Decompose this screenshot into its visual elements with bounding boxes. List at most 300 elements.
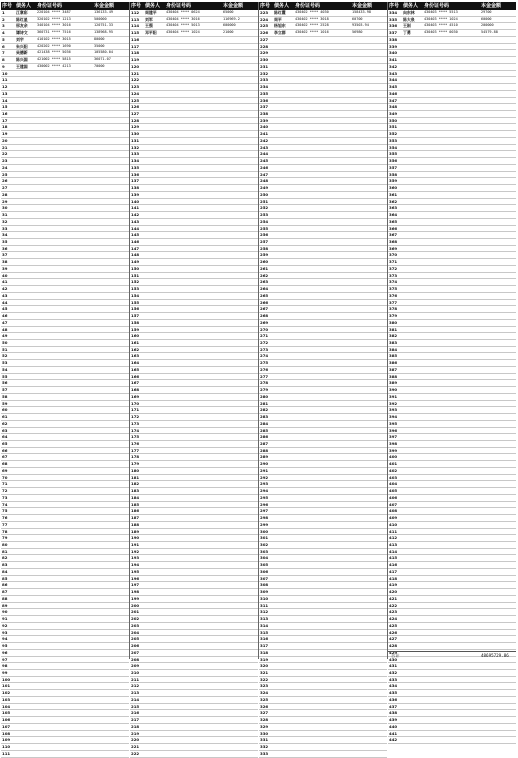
table-row <box>130 320 258 327</box>
table-row <box>259 441 387 448</box>
row-number: 416 <box>389 562 398 568</box>
row-number: 73 <box>2 494 8 500</box>
row-number: 53 <box>2 360 8 366</box>
table-row <box>259 64 387 71</box>
row-number: 435 <box>389 690 398 696</box>
row-number: 148 <box>131 252 140 258</box>
table-row <box>259 279 387 286</box>
table-row <box>1 71 129 78</box>
table-row <box>388 131 516 138</box>
table-row <box>388 475 516 482</box>
debtor-name: 刘宇 <box>16 36 24 42</box>
table-row <box>259 582 387 589</box>
table-block-2 <box>130 2 258 756</box>
table-row <box>259 542 387 549</box>
row-number: 162 <box>131 346 140 352</box>
table-row <box>1 569 129 576</box>
row-number: 115 <box>131 30 140 36</box>
table-row <box>259 84 387 91</box>
row-number: 189 <box>131 528 140 534</box>
row-number: 149 <box>131 259 140 265</box>
table-row <box>388 212 516 219</box>
row-number: 213 <box>131 690 140 696</box>
header-id: 身份证号码 <box>166 3 192 9</box>
principal-amount: 65000 <box>223 10 234 14</box>
table-row <box>388 555 516 562</box>
row-number: 375 <box>389 286 398 292</box>
principal-amount: 36071.07 <box>94 57 111 62</box>
table-row <box>259 273 387 280</box>
table-row <box>259 461 387 468</box>
row-number: 260 <box>260 259 269 265</box>
table-header <box>1 2 129 10</box>
table-row <box>130 91 258 98</box>
row-number: 144 <box>131 225 140 231</box>
row-number: 263 <box>260 279 269 285</box>
row-number: 28 <box>2 191 8 197</box>
row-number: 95 <box>2 643 8 649</box>
table-row <box>1 468 129 475</box>
row-number: 293 <box>260 481 269 487</box>
table-row <box>259 401 387 408</box>
table-row <box>388 522 516 529</box>
table-row <box>388 562 516 569</box>
table-row <box>259 421 387 428</box>
table-row <box>388 360 516 367</box>
row-number: 351 <box>389 124 398 130</box>
row-number: 3 <box>2 23 5 29</box>
table-row <box>259 306 387 313</box>
table-row <box>1 205 129 212</box>
table-row <box>388 710 516 717</box>
row-number: 75 <box>2 508 8 514</box>
table-row <box>259 17 387 24</box>
row-number: 376 <box>389 292 398 298</box>
row-number: 349 <box>389 111 398 117</box>
table-row <box>1 158 129 165</box>
table-row <box>388 549 516 556</box>
row-number: 266 <box>260 299 269 305</box>
table-row <box>1 340 129 347</box>
row-number: 185 <box>131 501 140 507</box>
id-number: 430402 **** 4030 <box>295 10 329 14</box>
row-number: 324 <box>260 690 269 696</box>
row-number: 337 <box>389 30 398 36</box>
table-row <box>259 468 387 475</box>
table-row <box>130 623 258 630</box>
table-row <box>130 522 258 529</box>
table-row <box>130 710 258 717</box>
row-number: 8 <box>2 57 5 63</box>
debtor-name: 王建国 <box>16 63 28 69</box>
table-row <box>130 327 258 334</box>
row-number: 113 <box>131 16 140 22</box>
row-number: 296 <box>260 501 269 507</box>
table-row <box>259 151 387 158</box>
table-row <box>259 562 387 569</box>
table-row <box>1 17 129 24</box>
table-row <box>388 64 516 71</box>
table-row <box>130 118 258 125</box>
table-row <box>259 589 387 596</box>
row-number: 341 <box>389 57 398 63</box>
table-row <box>1 44 129 51</box>
debtor-name: 杨旭东 <box>274 23 286 29</box>
table-row <box>1 697 129 704</box>
table-rows <box>130 10 258 758</box>
table-row <box>130 407 258 414</box>
table-row <box>388 407 516 414</box>
row-number: 265 <box>260 292 269 298</box>
row-number: 99 <box>2 669 8 675</box>
row-number: 348 <box>389 104 398 110</box>
row-number: 358 <box>389 171 398 177</box>
header-id: 身份证号码 <box>37 3 63 9</box>
row-number: 261 <box>260 265 269 271</box>
table-row <box>388 239 516 246</box>
table-row <box>1 724 129 731</box>
table-row <box>130 704 258 711</box>
table-row <box>130 515 258 522</box>
table-row <box>259 576 387 583</box>
row-number: 277 <box>260 373 269 379</box>
row-number: 391 <box>389 393 398 399</box>
table-row <box>130 313 258 320</box>
row-number: 14 <box>2 97 8 103</box>
table-row <box>388 205 516 212</box>
row-number: 70 <box>2 474 8 480</box>
row-number: 255 <box>260 225 269 231</box>
table-row <box>1 502 129 509</box>
row-number: 269 <box>260 319 269 325</box>
row-number: 87 <box>2 589 8 595</box>
table-row <box>130 71 258 78</box>
table-row <box>1 353 129 360</box>
table-row <box>130 17 258 24</box>
row-number: 415 <box>389 555 398 561</box>
total-label: 合计 <box>391 653 400 658</box>
table-row <box>130 165 258 172</box>
table-row <box>130 360 258 367</box>
row-number: 312 <box>260 609 269 615</box>
row-number: 372 <box>389 265 398 271</box>
table-row <box>130 124 258 131</box>
row-number: 1 <box>2 10 5 15</box>
row-number: 22 <box>2 151 8 157</box>
row-number: 371 <box>389 259 398 265</box>
row-number: 57 <box>2 387 8 393</box>
table-row <box>259 502 387 509</box>
row-number: 143 <box>131 218 140 224</box>
row-number: 423 <box>389 609 398 615</box>
table-row <box>259 650 387 657</box>
table-row <box>130 643 258 650</box>
table-row <box>388 44 516 51</box>
table-row <box>388 535 516 542</box>
principal-amount: 60000 <box>481 16 492 21</box>
table-row <box>1 259 129 266</box>
row-number: 318 <box>260 649 269 655</box>
table-row <box>388 23 516 30</box>
row-number: 156 <box>131 306 140 312</box>
row-number: 299 <box>260 521 269 527</box>
table-row <box>130 508 258 515</box>
table-row <box>259 717 387 724</box>
row-number: 384 <box>389 346 398 352</box>
id-number: 430404 **** 3016 <box>166 16 200 21</box>
table-row <box>388 279 516 286</box>
table-row <box>130 232 258 239</box>
table-row <box>130 178 258 185</box>
table-row <box>388 569 516 576</box>
debtor-name: 陈红星 <box>16 16 28 22</box>
row-number: 210 <box>131 669 140 675</box>
table-row <box>1 643 129 650</box>
row-number: 182 <box>131 481 140 487</box>
table-row <box>130 246 258 253</box>
row-number: 119 <box>131 57 140 63</box>
table-row <box>388 313 516 320</box>
row-number: 13 <box>2 90 8 96</box>
table-row <box>259 481 387 488</box>
row-number: 274 <box>260 353 269 359</box>
row-number: 344 <box>389 77 398 83</box>
table-row <box>130 259 258 266</box>
table-row <box>259 145 387 152</box>
table-row <box>259 529 387 536</box>
row-number: 191 <box>131 542 140 548</box>
row-number: 125 <box>131 97 140 103</box>
debtor-name: 周平 <box>274 16 282 22</box>
table-row <box>259 111 387 118</box>
table-row <box>259 313 387 320</box>
row-number: 7 <box>2 50 5 56</box>
row-number: 236 <box>260 97 269 103</box>
row-number: 124 <box>131 90 140 96</box>
row-number: 88 <box>2 595 8 601</box>
row-number: 44 <box>2 299 8 305</box>
id-number: 430403 **** 1024 <box>424 16 458 21</box>
row-number: 249 <box>260 185 269 191</box>
principal-amount: 158433.98 <box>352 10 371 14</box>
principal-amount: 54579.88 <box>481 30 498 35</box>
row-number: 121 <box>131 70 140 76</box>
row-number: 272 <box>260 339 269 345</box>
table-row <box>1 286 129 293</box>
table-row <box>1 582 129 589</box>
row-number: 195 <box>131 568 140 574</box>
table-row <box>388 448 516 455</box>
table-row <box>388 118 516 125</box>
row-number: 69 <box>2 467 8 473</box>
table-row <box>259 737 387 744</box>
row-number: 409 <box>389 515 398 521</box>
row-number: 139 <box>131 191 140 197</box>
debtor-name: 邢友余 <box>16 23 28 29</box>
table-row <box>1 232 129 239</box>
table-row <box>388 630 516 637</box>
row-number: 157 <box>131 313 140 319</box>
row-number: 172 <box>131 414 140 420</box>
table-row <box>130 751 258 758</box>
block-divider <box>258 2 259 659</box>
row-number: 167 <box>131 380 140 386</box>
table-row <box>388 616 516 623</box>
table-row <box>259 751 387 758</box>
table-row <box>1 347 129 354</box>
table-row <box>259 630 387 637</box>
row-number: 343 <box>389 70 398 76</box>
row-number: 254 <box>260 218 269 224</box>
table-row <box>388 178 516 185</box>
table-rows <box>259 10 387 758</box>
table-row <box>1 138 129 145</box>
id-number: 430403 **** 4510 <box>424 23 458 28</box>
row-number: 103 <box>2 696 11 702</box>
table-row <box>1 690 129 697</box>
table-row <box>130 380 258 387</box>
table-row <box>259 23 387 30</box>
table-row <box>130 77 258 84</box>
row-number: 110 <box>2 744 11 750</box>
table-row <box>388 77 516 84</box>
row-number: 150 <box>131 265 140 271</box>
row-number: 352 <box>389 131 398 137</box>
table-row <box>259 603 387 610</box>
row-number: 377 <box>389 299 398 305</box>
table-row <box>388 731 516 738</box>
table-row <box>259 549 387 556</box>
row-number: 256 <box>260 232 269 238</box>
row-number: 339 <box>389 43 398 49</box>
table-row <box>259 683 387 690</box>
row-number: 320 <box>260 663 269 669</box>
row-number: 282 <box>260 407 269 413</box>
table-row <box>388 145 516 152</box>
header-no: 序号 <box>260 3 271 9</box>
row-number: 373 <box>389 272 398 278</box>
id-number: 340104 **** 3016 <box>37 23 71 28</box>
table-row <box>130 421 258 428</box>
table-row <box>388 165 516 172</box>
row-number: 225 <box>260 23 269 29</box>
table-row <box>130 306 258 313</box>
table-row <box>1 731 129 738</box>
table-row <box>388 111 516 118</box>
row-number: 359 <box>389 178 398 184</box>
row-number: 151 <box>131 272 140 278</box>
row-number: 234 <box>260 84 269 90</box>
table-row <box>1 387 129 394</box>
row-number: 235 <box>260 90 269 96</box>
row-number: 17 <box>2 117 8 123</box>
row-number: 30 <box>2 205 8 211</box>
row-number: 76 <box>2 515 8 521</box>
row-number: 259 <box>260 252 269 258</box>
row-number: 228 <box>260 43 269 49</box>
table-row <box>130 448 258 455</box>
table-row <box>259 30 387 37</box>
table-row <box>130 84 258 91</box>
row-number: 288 <box>260 447 269 453</box>
row-number: 160 <box>131 333 140 339</box>
row-number: 241 <box>260 131 269 137</box>
table-row <box>1 50 129 57</box>
row-number: 297 <box>260 508 269 514</box>
row-number: 308 <box>260 582 269 588</box>
table-row <box>259 91 387 98</box>
table-row <box>388 252 516 259</box>
row-number: 129 <box>131 124 140 130</box>
table-row <box>130 151 258 158</box>
debtor-name: 朱兴阳 <box>16 43 28 49</box>
table-row <box>388 697 516 704</box>
header-amount: 本金金额 <box>94 3 115 9</box>
row-number: 135 <box>131 164 140 170</box>
table-row <box>130 683 258 690</box>
table-row <box>388 609 516 616</box>
row-number: 200 <box>131 602 140 608</box>
row-number: 52 <box>2 353 8 359</box>
principal-amount: 56980 <box>352 30 363 35</box>
row-number: 131 <box>131 137 140 143</box>
row-number: 59 <box>2 400 8 406</box>
row-number: 205 <box>131 636 140 642</box>
table-row <box>1 461 129 468</box>
id-number: 320102 **** 1213 <box>37 16 71 21</box>
row-number: 333 <box>260 750 269 756</box>
row-number: 437 <box>389 703 398 709</box>
row-number: 12 <box>2 84 8 90</box>
table-row <box>388 441 516 448</box>
row-number: 24 <box>2 164 8 170</box>
table-row <box>259 448 387 455</box>
table-row <box>388 320 516 327</box>
debtor-name: 陈红霞 <box>274 10 286 15</box>
row-number: 15 <box>2 104 8 110</box>
row-number: 406 <box>389 494 398 500</box>
table-row <box>1 226 129 233</box>
table-row <box>130 535 258 542</box>
table-row <box>1 98 129 105</box>
table-row <box>388 387 516 394</box>
row-number: 106 <box>2 717 11 723</box>
table-row <box>1 239 129 246</box>
debtor-name: 向东林 <box>403 10 415 15</box>
row-number: 142 <box>131 212 140 218</box>
row-number: 289 <box>260 454 269 460</box>
row-number: 181 <box>131 474 140 480</box>
debtor-name: 陈大泉 <box>403 16 415 22</box>
row-number: 48 <box>2 326 8 332</box>
table-row <box>130 616 258 623</box>
table-row <box>1 488 129 495</box>
row-number: 267 <box>260 306 269 312</box>
row-number: 283 <box>260 414 269 420</box>
table-row <box>259 508 387 515</box>
row-number: 430 <box>389 656 398 662</box>
row-number: 370 <box>389 252 398 258</box>
row-number: 136 <box>131 171 140 177</box>
table-row <box>259 353 387 360</box>
table-row <box>130 145 258 152</box>
row-number: 433 <box>389 676 398 682</box>
table-row <box>388 421 516 428</box>
row-number: 233 <box>260 77 269 83</box>
row-number: 345 <box>389 84 398 90</box>
row-number: 62 <box>2 420 8 426</box>
row-number: 346 <box>389 90 398 96</box>
